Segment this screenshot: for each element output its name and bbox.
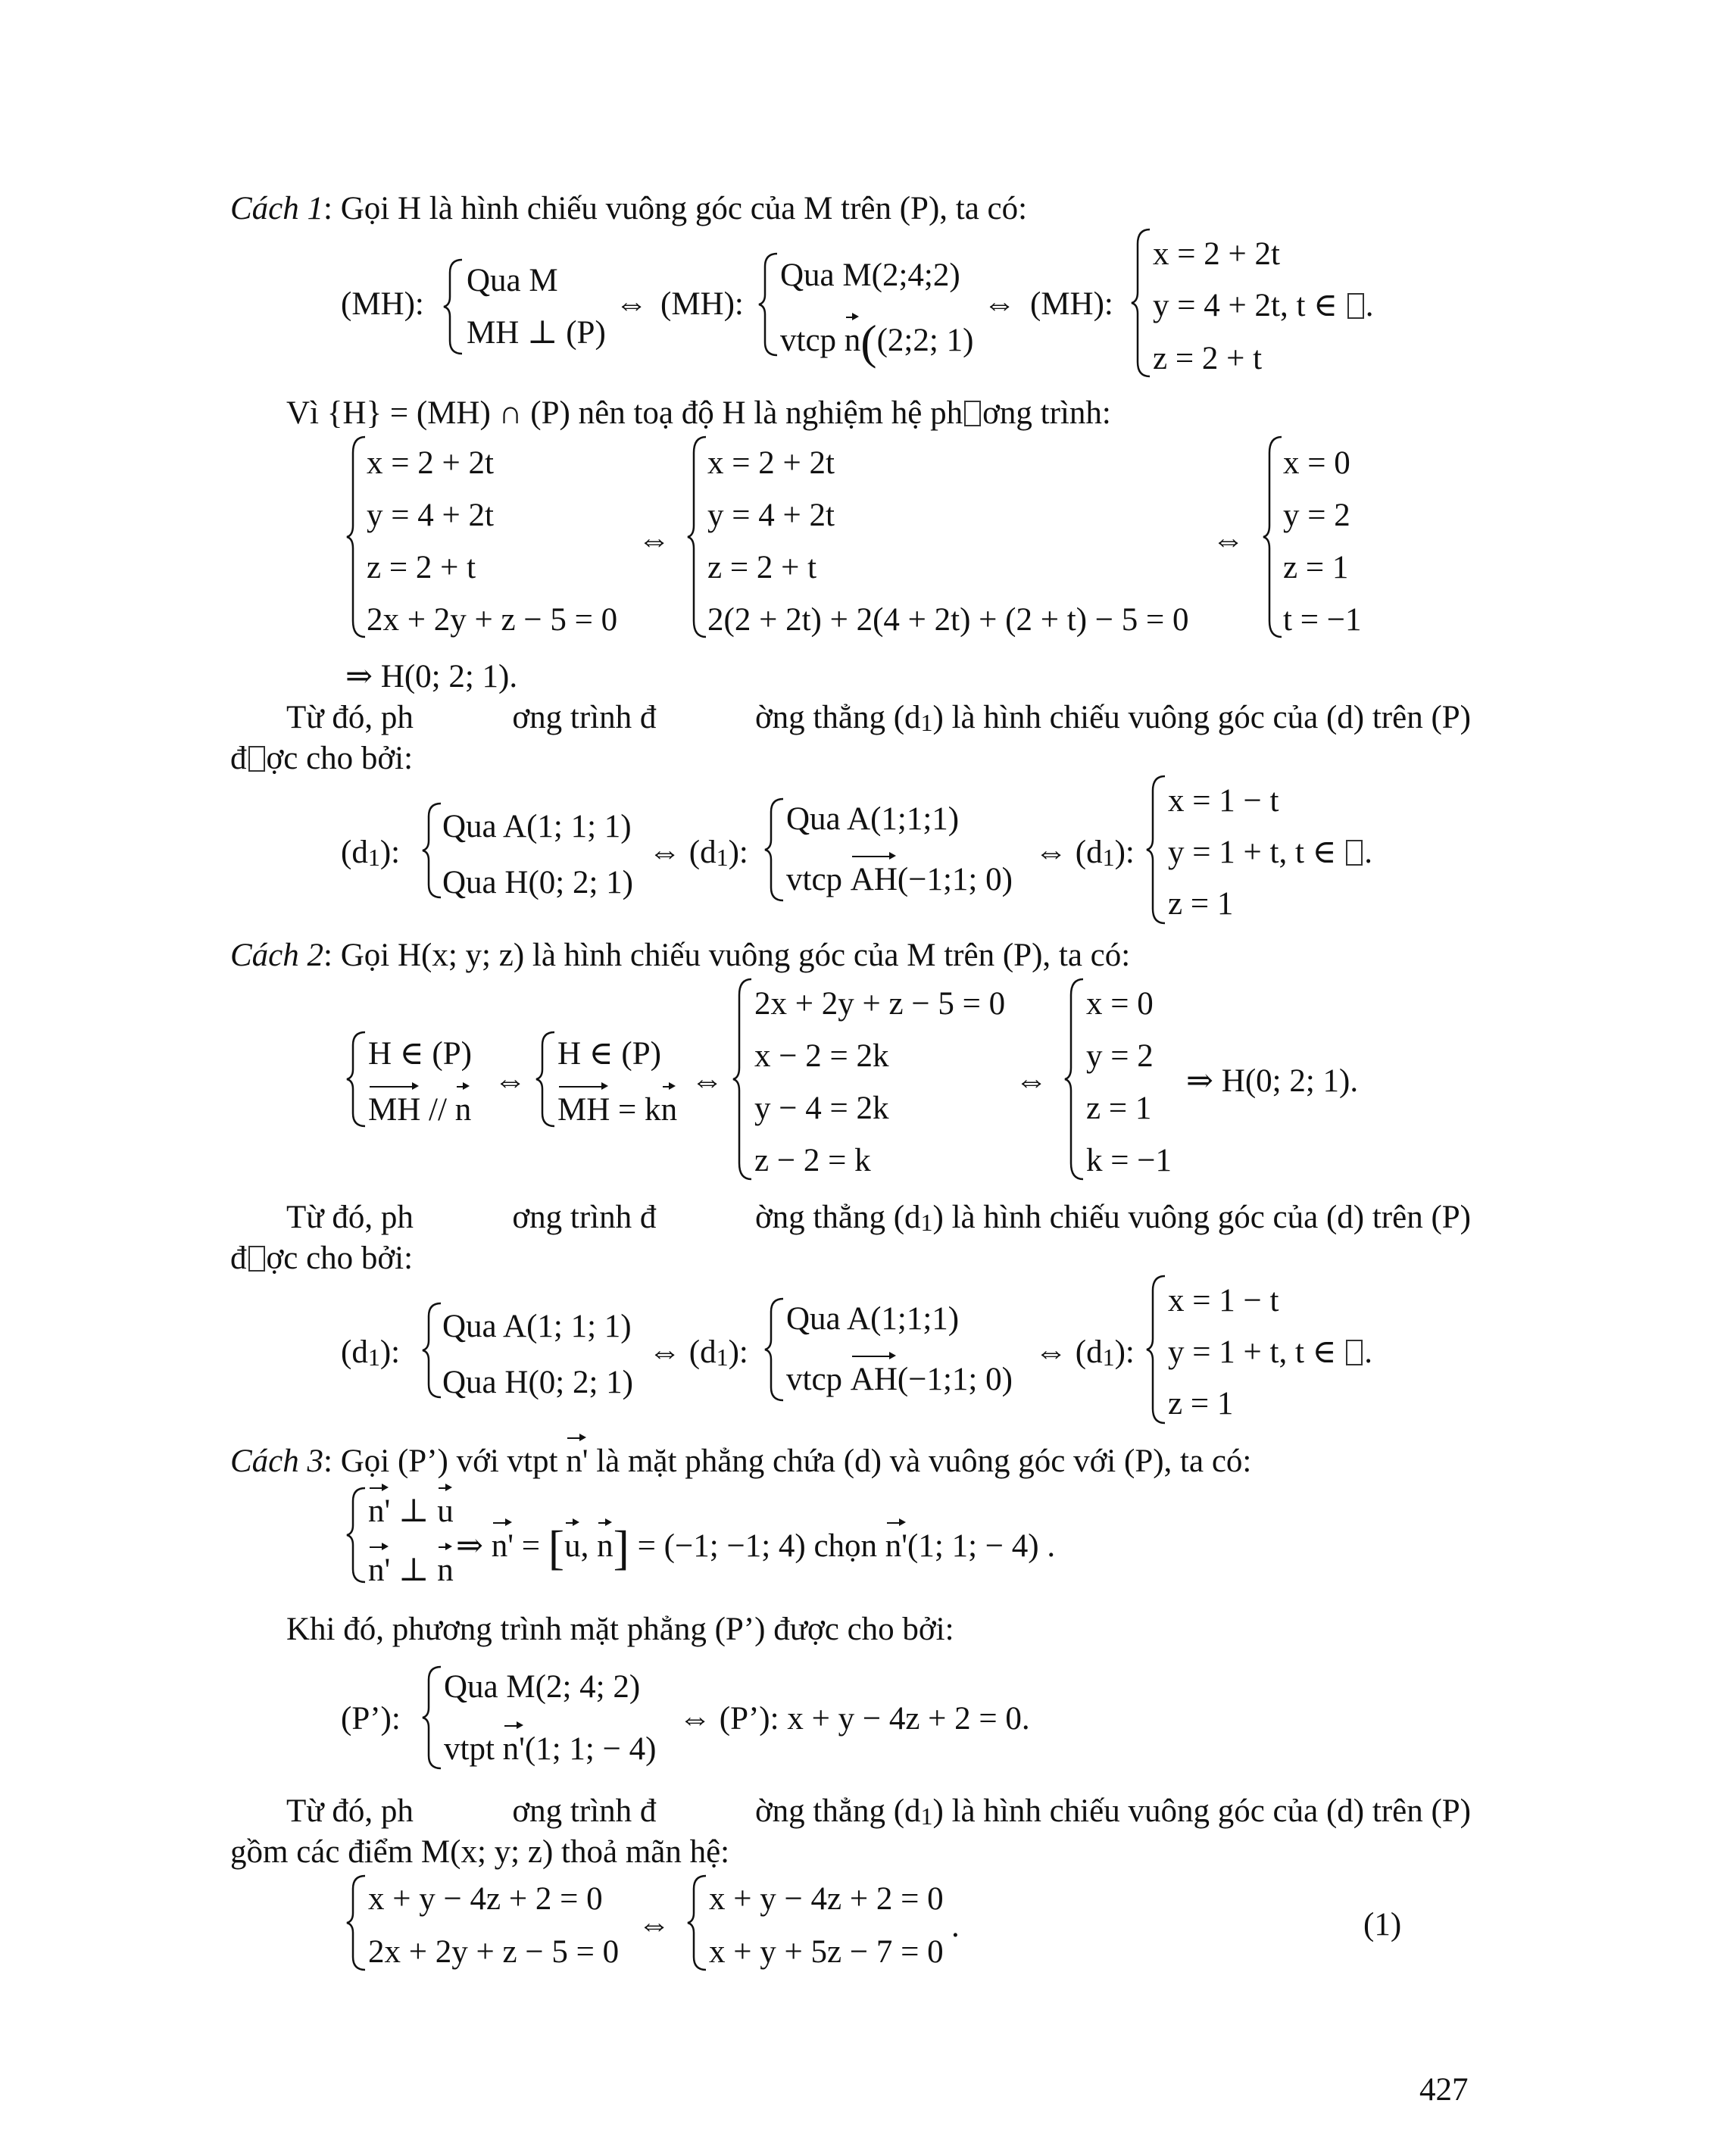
mh-label-2: (MH):: [660, 286, 744, 322]
c2-result: ⇒ H(0; 2; 1).: [1186, 1063, 1359, 1099]
cach1-heading: [230, 192, 1027, 225]
sysB-line4: 2(2 + 2t) + 2(4 + 2t) + (2 + t) − 5 = 0: [707, 602, 1189, 638]
cach2-heading: [230, 939, 1130, 972]
sysC-line1: x = 0: [1283, 445, 1350, 481]
page-number: 427: [1419, 2072, 1469, 2108]
duoc-cho-boi-1: đ ợc cho bởi:: [230, 741, 414, 776]
c2-sys3-line2: x − 2 = 2k: [754, 1038, 889, 1074]
sysB-line3: z = 2 + t: [707, 550, 817, 585]
d1b-sys3-line3: z = 1: [1168, 1386, 1234, 1421]
c2-sys1-line2: MH // n: [368, 1092, 472, 1128]
final-sysL-line2: 2x + 2y + z − 5 = 0: [368, 1934, 620, 1970]
mh-sys1-line2: MH ⊥ (P): [467, 315, 606, 351]
brace: [345, 435, 368, 639]
c3-sys-line2: n' ⊥ n: [368, 1553, 454, 1588]
mh-label-1: (MH):: [341, 286, 424, 322]
iff-symbol: ⇔: [1212, 523, 1244, 558]
d1-sys3-line2: y = 1 + t, t ∈ .: [1168, 835, 1372, 870]
final-sysL-line1: x + y − 4z + 2 = 0: [368, 1881, 603, 1917]
mh-sys3-line3: z = 2 + t: [1153, 341, 1263, 376]
d1b-label-2: ⇔ (d1):: [648, 1334, 748, 1371]
d1-label: (d1):: [341, 1334, 401, 1371]
iff-symbol: ⇔: [691, 1063, 723, 1099]
brace: [1262, 435, 1285, 639]
vector-n: n: [844, 323, 861, 358]
d1b-sys2-line2: vtcp AH(−1;1; 0): [786, 1362, 1013, 1397]
brace: [345, 1874, 368, 1972]
sysA-line1: x = 2 + 2t: [367, 445, 494, 481]
d1-label-2: ⇔ (d1):: [648, 835, 748, 871]
mh-sys3-line1: x = 2 + 2t: [1153, 236, 1280, 272]
brace: [1145, 774, 1168, 925]
tu-do-paragraph-3: Từ đó, ph ơng trình đ ờng thẳng (d1) là hình chiếu vuông góc của (d) trên (P): [286, 1793, 1471, 1830]
iff-symbol: ⇔: [615, 286, 648, 322]
mh-sys2-line1: Qua M(2;4;2): [780, 257, 960, 293]
d1b-label-3: ⇔ (d1):: [1035, 1334, 1135, 1371]
cross-product-line: ⇒ n' = [u, n] = (−1; −1; 4) chọn n'(1; 1; − 4) .: [456, 1521, 1056, 1574]
d1b-sys3-line2: y = 1 + t, t ∈ .: [1168, 1334, 1372, 1370]
mh-sys3-line2: y = 4 + 2t, t ∈ .: [1153, 288, 1374, 323]
sysA-line4: 2x + 2y + z − 5 = 0: [367, 602, 618, 638]
vi-line: Vì {H} = (MH) ∩ (P) nên toạ độ H là nghiệm hệ ph ơng trình:: [286, 395, 1111, 431]
cach2-intro: : Gọi H(x; y; z) là hình chiếu vuông góc của M trên (P), ta có:: [323, 938, 1131, 973]
sysB-line2: y = 4 + 2t: [707, 498, 835, 533]
brace: [535, 1030, 557, 1128]
sysC-line2: y = 2: [1283, 498, 1350, 533]
vector-n-prime: n': [566, 1443, 589, 1479]
c2-sys3-line3: y − 4 = 2k: [754, 1091, 889, 1126]
cach1-intro: : Gọi H là hình chiếu vuông góc của M trên (P), ta có:: [323, 191, 1028, 226]
d1-sys1-line1: Qua A(1; 1; 1): [442, 809, 632, 844]
d1-sys3-line1: x = 1 − t: [1168, 783, 1279, 819]
gom-line: gồm các điểm M(x; y; z) thoả mãn hệ:: [230, 1834, 730, 1870]
duoc-cho-boi-2: đ ợc cho bởi:: [230, 1240, 414, 1276]
iff-symbol: ⇔: [983, 286, 1016, 322]
brace: [1063, 977, 1086, 1181]
final-sysR-line2: x + y + 5z − 7 = 0: [709, 1934, 944, 1970]
d1b-sys2-line1: Qua A(1;1;1): [786, 1301, 960, 1337]
d1-sys3-line3: z = 1: [1168, 886, 1234, 922]
brace: [686, 1874, 709, 1972]
c2-sys3-line4: z − 2 = k: [754, 1143, 871, 1178]
iff-symbol: ⇔: [638, 1907, 670, 1943]
mh-sys1-line1: Qua M: [467, 263, 558, 298]
p-prime-label: (P’):: [341, 1701, 401, 1737]
cach1-label: Cách 1: [230, 191, 324, 226]
iff-symbol: ⇔: [1015, 1063, 1048, 1099]
p-sys-line2: vtpt n'(1; 1; − 4): [444, 1731, 657, 1767]
d1-sys1-line2: Qua H(0; 2; 1): [442, 865, 633, 900]
brace: [1145, 1274, 1168, 1425]
c2-sys4-line3: z = 1: [1086, 1091, 1152, 1126]
brace: [421, 1301, 444, 1400]
cach3-label: Cách 3: [230, 1443, 324, 1479]
c2-sys3-line1: 2x + 2y + z − 5 = 0: [754, 986, 1006, 1022]
d1-sys2-line1: Qua A(1;1;1): [786, 801, 960, 837]
c2-sys2-line2: MH = kn: [557, 1092, 678, 1128]
brace: [345, 1486, 368, 1584]
c2-sys1-line1: H ∈ (P): [368, 1036, 472, 1072]
final-sysR-line1: x + y − 4z + 2 = 0: [709, 1881, 944, 1917]
brace: [763, 797, 786, 903]
brace: [345, 1030, 368, 1128]
sysB-line1: x = 2 + 2t: [707, 445, 835, 481]
result-h: ⇒ H(0; 2; 1).: [345, 659, 518, 694]
d1b-sys3-line1: x = 1 − t: [1168, 1283, 1279, 1318]
brace: [686, 435, 709, 639]
c2-sys4-line1: x = 0: [1086, 986, 1154, 1022]
brace: [421, 801, 444, 900]
final-dot: .: [951, 1908, 960, 1944]
sysA-line2: y = 4 + 2t: [367, 498, 494, 533]
iff-symbol: ⇔: [638, 523, 670, 558]
brace: [421, 1665, 444, 1771]
cach2-label: Cách 2: [230, 938, 324, 973]
vector-ah: AH: [850, 862, 898, 897]
tu-do-paragraph-1: Từ đó, ph ơng trình đ ờng thẳng (d1) là hình chiếu vuông góc của (d) trên (P): [286, 700, 1471, 736]
c2-sys4-line4: k = −1: [1086, 1143, 1172, 1178]
equation-number: (1): [1363, 1907, 1402, 1943]
cach3-heading: Cách 3: Gọi (P’) với vtpt n' là mặt phẳng chứa (d) và vuông góc với (P), ta có:: [230, 1443, 1252, 1479]
brace: [757, 251, 780, 357]
khi-do-line: Khi đó, phương trình mặt phẳng (P’) được cho bởi:: [286, 1612, 954, 1647]
iff-symbol: ⇔: [494, 1063, 526, 1099]
mh-label-3: (MH):: [1030, 286, 1113, 322]
c2-sys2-line1: H ∈ (P): [557, 1036, 661, 1072]
sysC-line4: t = −1: [1283, 602, 1362, 638]
brace: [732, 977, 754, 1181]
mh-sys2-line2: vtcp n((2;2; 1): [780, 315, 974, 369]
brace: [442, 257, 465, 356]
brace: [1130, 227, 1153, 379]
d1b-sys1-line1: Qua A(1; 1; 1): [442, 1309, 632, 1344]
p-sys-line1: Qua M(2; 4; 2): [444, 1669, 641, 1705]
d1b-sys1-line2: Qua H(0; 2; 1): [442, 1365, 633, 1400]
brace: [763, 1297, 786, 1403]
d1-sys2-line2: vtcp AH(−1;1; 0): [786, 862, 1013, 897]
d1-label-3: ⇔ (d1):: [1035, 835, 1135, 871]
p-prime-result: ⇔ (P’): x + y − 4z + 2 = 0.: [679, 1701, 1030, 1737]
c3-sys-line1: n' ⊥ u: [368, 1493, 454, 1529]
sysC-line3: z = 1: [1283, 550, 1349, 585]
c2-sys4-line2: y = 2: [1086, 1038, 1154, 1074]
real-set-symbol: [1347, 293, 1364, 319]
sysA-line3: z = 2 + t: [367, 550, 476, 585]
d1-label: (d1):: [341, 835, 401, 871]
tu-do-paragraph-2: Từ đó, ph ơng trình đ ờng thẳng (d1) là hình chiếu vuông góc của (d) trên (P): [286, 1200, 1471, 1236]
